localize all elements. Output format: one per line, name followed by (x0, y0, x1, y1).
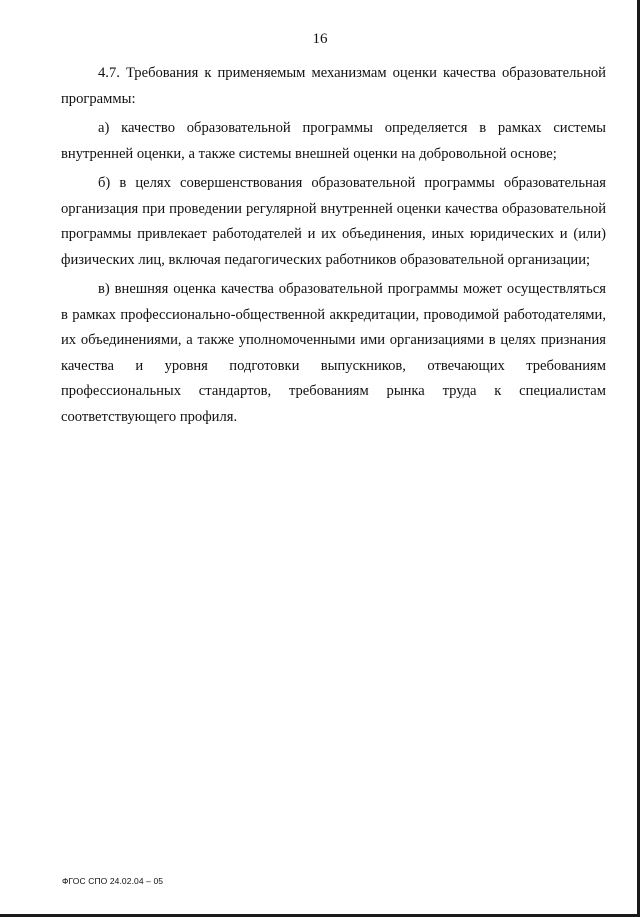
paragraph-v: в) внешняя оценка качества образовательной программы может осуществляться в рамках профессионально-общественной аккредитации, проводимой работодателями, их объединениями, а также уполномоченными ими организациями в целях признания качества и уровня подготовки выпускников, отвечающих требованиям профессиональных стандартов, требованиям рынка труда к специалистам соответствующего профиля. (61, 281, 606, 425)
document-body (61, 61, 606, 434)
paragraph-a: а) качество образовательной программы определяется в рамках системы внутренней оценки, а также системы внешней оценки на добровольной основе; (61, 120, 606, 162)
page-number: 16 (312, 31, 328, 47)
footer-standard-code: ФГОС СПО 24.02.04 – 05 (62, 876, 164, 886)
section-heading-4-7: 4.7. Требования к применяемым механизмам оценки качества образовательной программы: (61, 65, 606, 107)
paragraph-b: б) в целях совершенствования образовательной программы образовательная организация при проведении регулярной внутренней оценки качества образовательной программы привлекает работодателей и их объединения, иных юридических и (или) физических лиц, включая педагогических работников образовательной организации; (61, 175, 606, 268)
